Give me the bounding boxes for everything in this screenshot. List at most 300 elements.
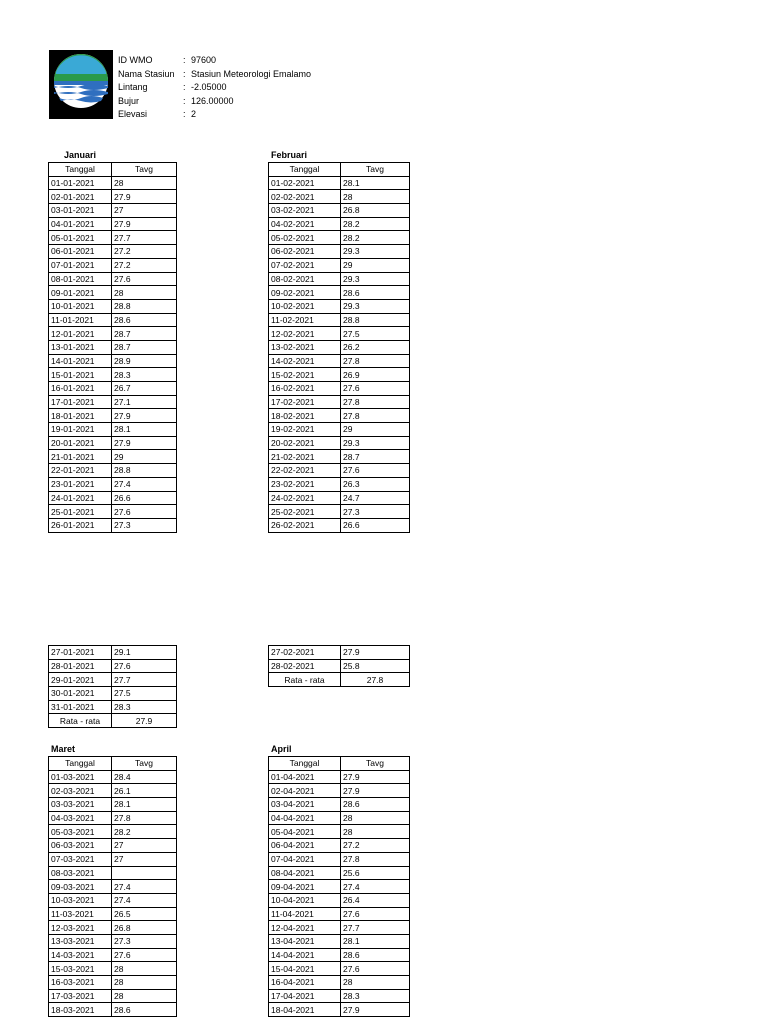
tavg-cell: 29.3 [341, 272, 410, 286]
tavg-cell: 27.6 [112, 272, 177, 286]
table-row [269, 825, 410, 839]
table-row [49, 217, 177, 231]
date-cell: 28-02-2021 [269, 659, 341, 673]
date-cell: 15-02-2021 [269, 368, 341, 382]
table-row [269, 852, 410, 866]
date-cell: 31-01-2021 [49, 700, 112, 714]
tavg-cell: 27.9 [112, 409, 177, 423]
tavg-cell: 28.8 [341, 313, 410, 327]
tavg-cell [112, 866, 177, 880]
table-row [269, 327, 410, 341]
date-cell: 04-01-2021 [49, 217, 112, 231]
table-row [49, 423, 177, 437]
table-row [269, 258, 410, 272]
tavg-cell: 29 [341, 258, 410, 272]
date-cell: 05-02-2021 [269, 231, 341, 245]
tavg-cell: 28.7 [112, 340, 177, 354]
table-row [49, 491, 177, 505]
date-cell: 28-01-2021 [49, 659, 112, 673]
month-title-april: April [271, 744, 292, 754]
info-label: Bujur [118, 95, 140, 106]
table-row [49, 286, 177, 300]
date-cell: 07-04-2021 [269, 852, 341, 866]
date-cell: 06-02-2021 [269, 245, 341, 259]
tavg-cell: 27.7 [112, 673, 177, 687]
date-cell: 03-01-2021 [49, 204, 112, 218]
table-row [49, 687, 177, 701]
date-cell: 10-01-2021 [49, 299, 112, 313]
table-row [269, 770, 410, 784]
date-cell: 17-02-2021 [269, 395, 341, 409]
tavg-cell: 27.8 [112, 811, 177, 825]
date-cell: 18-03-2021 [49, 1003, 112, 1017]
tavg-cell: 26.3 [341, 477, 410, 491]
table-row [49, 989, 177, 1003]
table-row [49, 673, 177, 687]
tavg-cell: 28 [112, 976, 177, 990]
date-cell: 25-02-2021 [269, 505, 341, 519]
month-title-maret: Maret [51, 744, 76, 754]
info-value: 2 [191, 109, 197, 119]
table-row [269, 798, 410, 812]
date-cell: 02-03-2021 [49, 784, 112, 798]
tavg-cell: 28 [341, 811, 410, 825]
table-row [269, 962, 410, 976]
table-row [269, 286, 410, 300]
table-row [269, 217, 410, 231]
table-row [49, 825, 177, 839]
tavg-cell: 27.8 [341, 395, 410, 409]
tavg-cell: 28.7 [341, 450, 410, 464]
tavg-cell: 27.9 [341, 770, 410, 784]
tavg-cell: 24.7 [341, 491, 410, 505]
table-row [269, 464, 410, 478]
table-row [269, 646, 410, 660]
date-cell: 05-04-2021 [269, 825, 341, 839]
table-row [269, 518, 410, 532]
tavg-cell: 28.9 [112, 354, 177, 368]
info-value: -2.05000 [191, 82, 227, 92]
tavg-cell: 27.4 [112, 880, 177, 894]
date-cell: 06-03-2021 [49, 839, 112, 853]
table-row [269, 450, 410, 464]
header-date: Tanggal [269, 757, 341, 771]
table-row [269, 204, 410, 218]
table-row [269, 907, 410, 921]
table-row [49, 839, 177, 853]
tavg-cell: 28.6 [341, 948, 410, 962]
date-cell: 16-01-2021 [49, 382, 112, 396]
table-row [49, 962, 177, 976]
date-cell: 10-02-2021 [269, 299, 341, 313]
date-cell: 11-04-2021 [269, 907, 341, 921]
table-row [269, 382, 410, 396]
date-cell: 23-01-2021 [49, 477, 112, 491]
tavg-cell: 27.4 [112, 893, 177, 907]
tavg-cell: 28.1 [341, 934, 410, 948]
tavg-cell: 27.3 [341, 505, 410, 519]
tavg-cell: 27.4 [341, 880, 410, 894]
date-cell: 01-02-2021 [269, 176, 341, 190]
date-cell: 17-04-2021 [269, 989, 341, 1003]
table-row [49, 770, 177, 784]
tavg-cell: 27.7 [341, 921, 410, 935]
tavg-cell: 27.6 [341, 907, 410, 921]
table-header-row [269, 163, 410, 177]
tavg-cell: 28.3 [341, 989, 410, 1003]
table-row [49, 204, 177, 218]
date-cell: 14-04-2021 [269, 948, 341, 962]
date-cell: 09-01-2021 [49, 286, 112, 300]
tavg-cell: 27.1 [112, 395, 177, 409]
tavg-cell: 27 [112, 839, 177, 853]
table-row [269, 811, 410, 825]
info-label: Nama Stasiun [118, 68, 175, 79]
header-tavg: Tavg [112, 163, 177, 177]
table-row [49, 921, 177, 935]
tavg-cell: 27.3 [112, 934, 177, 948]
table-row [269, 659, 410, 673]
date-cell: 21-01-2021 [49, 450, 112, 464]
date-cell: 10-03-2021 [49, 893, 112, 907]
tavg-cell: 28.8 [112, 299, 177, 313]
tavg-cell: 27.6 [341, 382, 410, 396]
date-cell: 13-01-2021 [49, 340, 112, 354]
tavg-cell: 28 [112, 962, 177, 976]
table-row [269, 436, 410, 450]
table-row [49, 948, 177, 962]
bmkg-logo-icon [49, 50, 113, 119]
table-januari-continued [48, 645, 177, 728]
date-cell: 12-03-2021 [49, 921, 112, 935]
table-row [49, 700, 177, 714]
table-row [49, 450, 177, 464]
table-row [49, 852, 177, 866]
tavg-cell: 29 [112, 450, 177, 464]
tavg-cell: 28.2 [341, 231, 410, 245]
tavg-cell: 26.8 [112, 921, 177, 935]
table-row [49, 880, 177, 894]
tavg-cell: 28.3 [112, 368, 177, 382]
tavg-cell: 27.4 [112, 477, 177, 491]
date-cell: 06-01-2021 [49, 245, 112, 259]
date-cell: 08-04-2021 [269, 866, 341, 880]
table-row [269, 921, 410, 935]
tavg-cell: 26.9 [341, 368, 410, 382]
date-cell: 09-02-2021 [269, 286, 341, 300]
table-row [269, 934, 410, 948]
info-label: Lintang [118, 82, 148, 92]
date-cell: 08-02-2021 [269, 272, 341, 286]
table-row [49, 299, 177, 313]
date-cell: 18-02-2021 [269, 409, 341, 423]
tavg-cell: 27.5 [341, 327, 410, 341]
tavg-cell: 27.6 [341, 464, 410, 478]
date-cell: 13-03-2021 [49, 934, 112, 948]
table-row [269, 272, 410, 286]
date-cell: 13-02-2021 [269, 340, 341, 354]
date-cell: 04-02-2021 [269, 217, 341, 231]
date-cell: 22-02-2021 [269, 464, 341, 478]
tavg-cell: 27.8 [341, 852, 410, 866]
table-row [49, 313, 177, 327]
table-row [269, 893, 410, 907]
date-cell: 18-04-2021 [269, 1003, 341, 1017]
tavg-cell: 27.9 [112, 217, 177, 231]
tavg-cell: 27.9 [112, 436, 177, 450]
tavg-cell: 28.2 [112, 825, 177, 839]
date-cell: 18-01-2021 [49, 409, 112, 423]
date-cell: 16-04-2021 [269, 976, 341, 990]
date-cell: 29-01-2021 [49, 673, 112, 687]
tavg-cell: 27.9 [112, 190, 177, 204]
tavg-cell: 29 [341, 423, 410, 437]
table-april [268, 756, 410, 1017]
tavg-cell: 25.8 [341, 659, 410, 673]
table-row [49, 659, 177, 673]
tavg-cell: 28 [112, 989, 177, 1003]
table-row [269, 190, 410, 204]
tavg-cell: 27.6 [341, 962, 410, 976]
date-cell: 07-02-2021 [269, 258, 341, 272]
date-cell: 06-04-2021 [269, 839, 341, 853]
tavg-cell: 29.3 [341, 436, 410, 450]
tavg-cell: 26.2 [341, 340, 410, 354]
date-cell: 27-01-2021 [49, 646, 112, 660]
tavg-cell: 29.1 [112, 646, 177, 660]
table-februari-continued [268, 645, 410, 687]
date-cell: 11-02-2021 [269, 313, 341, 327]
date-cell: 02-04-2021 [269, 784, 341, 798]
table-row [49, 368, 177, 382]
table-row [269, 423, 410, 437]
info-value: 126.00000 [191, 95, 234, 106]
tavg-cell: 28.1 [112, 423, 177, 437]
tavg-cell: 26.8 [341, 204, 410, 218]
date-cell: 04-03-2021 [49, 811, 112, 825]
tavg-cell: 28.1 [112, 798, 177, 812]
tavg-cell: 27.7 [112, 231, 177, 245]
tavg-cell: 27 [112, 204, 177, 218]
table-header-row [269, 757, 410, 771]
date-cell: 11-03-2021 [49, 907, 112, 921]
date-cell: 22-01-2021 [49, 464, 112, 478]
average-label: Rata - rata [49, 714, 112, 728]
date-cell: 13-04-2021 [269, 934, 341, 948]
header-tavg: Tavg [341, 163, 410, 177]
tavg-cell: 28 [341, 976, 410, 990]
table-row [49, 518, 177, 532]
tavg-cell: 27.8 [341, 354, 410, 368]
date-cell: 17-03-2021 [49, 989, 112, 1003]
table-row [49, 190, 177, 204]
tavg-cell: 28.2 [341, 217, 410, 231]
tavg-cell: 28.7 [112, 327, 177, 341]
table-row [269, 409, 410, 423]
table-row [49, 231, 177, 245]
month-title-februari: Februari [271, 150, 308, 160]
tavg-cell: 26.5 [112, 907, 177, 921]
tavg-cell: 29.3 [341, 299, 410, 313]
table-row [269, 491, 410, 505]
table-row [269, 989, 410, 1003]
tavg-cell: 28.4 [112, 770, 177, 784]
table-row [269, 477, 410, 491]
tavg-cell: 28.1 [341, 176, 410, 190]
date-cell: 17-01-2021 [49, 395, 112, 409]
table-row [49, 1003, 177, 1017]
month-title-januari: Januari [64, 150, 97, 160]
date-cell: 01-01-2021 [49, 176, 112, 190]
date-cell: 12-02-2021 [269, 327, 341, 341]
date-cell: 04-04-2021 [269, 811, 341, 825]
tavg-cell: 27.9 [341, 646, 410, 660]
tavg-cell: 28 [112, 176, 177, 190]
date-cell: 03-02-2021 [269, 204, 341, 218]
date-cell: 26-02-2021 [269, 518, 341, 532]
tavg-cell: 28.6 [112, 1003, 177, 1017]
table-row [269, 1003, 410, 1017]
table-row [269, 976, 410, 990]
tavg-cell: 28 [341, 825, 410, 839]
table-header-row [49, 757, 177, 771]
date-cell: 03-04-2021 [269, 798, 341, 812]
date-cell: 05-03-2021 [49, 825, 112, 839]
table-row [49, 245, 177, 259]
date-cell: 10-04-2021 [269, 893, 341, 907]
tavg-cell: 27.6 [112, 659, 177, 673]
tavg-cell: 26.1 [112, 784, 177, 798]
tavg-cell: 27.3 [112, 518, 177, 532]
tavg-cell: 27.5 [112, 687, 177, 701]
average-row [269, 673, 410, 687]
tavg-cell: 27.6 [112, 948, 177, 962]
table-row [269, 313, 410, 327]
date-cell: 05-01-2021 [49, 231, 112, 245]
table-row [49, 784, 177, 798]
date-cell: 14-02-2021 [269, 354, 341, 368]
date-cell: 11-01-2021 [49, 313, 112, 327]
table-row [49, 340, 177, 354]
tavg-cell: 27.8 [341, 409, 410, 423]
date-cell: 21-02-2021 [269, 450, 341, 464]
date-cell: 24-01-2021 [49, 491, 112, 505]
info-label: ID WMO [118, 55, 153, 65]
table-row [269, 784, 410, 798]
tavg-cell: 28 [112, 286, 177, 300]
date-cell: 03-03-2021 [49, 798, 112, 812]
table-row [269, 354, 410, 368]
tavg-cell: 28 [341, 190, 410, 204]
table-row [49, 934, 177, 948]
date-cell: 16-02-2021 [269, 382, 341, 396]
tavg-cell: 25.6 [341, 866, 410, 880]
table-row [269, 880, 410, 894]
date-cell: 02-02-2021 [269, 190, 341, 204]
info-label: Elevasi [118, 109, 148, 119]
table-januari [48, 162, 177, 533]
tavg-cell: 26.6 [341, 518, 410, 532]
tavg-cell: 29.3 [341, 245, 410, 259]
date-cell: 08-03-2021 [49, 866, 112, 880]
table-row [49, 505, 177, 519]
table-maret [48, 756, 177, 1017]
header-tavg: Tavg [112, 757, 177, 771]
date-cell: 02-01-2021 [49, 190, 112, 204]
table-row [269, 395, 410, 409]
table-row [49, 646, 177, 660]
table-row [49, 354, 177, 368]
table-row [269, 839, 410, 853]
date-cell: 09-03-2021 [49, 880, 112, 894]
date-cell: 25-01-2021 [49, 505, 112, 519]
info-value: Stasiun Meteorologi Emalamo [191, 68, 312, 79]
date-cell: 20-02-2021 [269, 436, 341, 450]
table-row [49, 477, 177, 491]
date-cell: 14-01-2021 [49, 354, 112, 368]
tavg-cell: 28.8 [112, 464, 177, 478]
date-cell: 07-03-2021 [49, 852, 112, 866]
header-date: Tanggal [49, 163, 112, 177]
table-row [49, 436, 177, 450]
table-row [49, 327, 177, 341]
tavg-cell: 27.2 [112, 245, 177, 259]
average-value: 27.8 [341, 673, 410, 687]
table-row [49, 382, 177, 396]
table-row [269, 368, 410, 382]
tavg-cell: 27.9 [341, 784, 410, 798]
average-row [49, 714, 177, 728]
date-cell: 27-02-2021 [269, 646, 341, 660]
date-cell: 26-01-2021 [49, 518, 112, 532]
tavg-cell: 26.7 [112, 382, 177, 396]
table-row [49, 798, 177, 812]
table-row [269, 948, 410, 962]
table-row [269, 245, 410, 259]
table-februari [268, 162, 410, 533]
header-date: Tanggal [49, 757, 112, 771]
table-row [49, 258, 177, 272]
date-cell: 20-01-2021 [49, 436, 112, 450]
table-row [269, 176, 410, 190]
table-row [269, 231, 410, 245]
table-row [49, 811, 177, 825]
date-cell: 08-01-2021 [49, 272, 112, 286]
date-cell: 15-04-2021 [269, 962, 341, 976]
tavg-cell: 26.6 [112, 491, 177, 505]
tavg-cell: 28.6 [112, 313, 177, 327]
tavg-cell: 26.4 [341, 893, 410, 907]
table-header-row [49, 163, 177, 177]
date-cell: 01-03-2021 [49, 770, 112, 784]
table-row [269, 866, 410, 880]
date-cell: 14-03-2021 [49, 948, 112, 962]
date-cell: 15-03-2021 [49, 962, 112, 976]
table-row [49, 893, 177, 907]
date-cell: 01-04-2021 [269, 770, 341, 784]
table-row [49, 907, 177, 921]
tavg-cell: 28.6 [341, 798, 410, 812]
date-cell: 30-01-2021 [49, 687, 112, 701]
date-cell: 19-02-2021 [269, 423, 341, 437]
table-row [49, 866, 177, 880]
average-label: Rata - rata [269, 673, 341, 687]
info-value: 97600 [191, 55, 217, 65]
date-cell: 15-01-2021 [49, 368, 112, 382]
table-row [269, 299, 410, 313]
table-row [49, 976, 177, 990]
tavg-cell: 27 [112, 852, 177, 866]
